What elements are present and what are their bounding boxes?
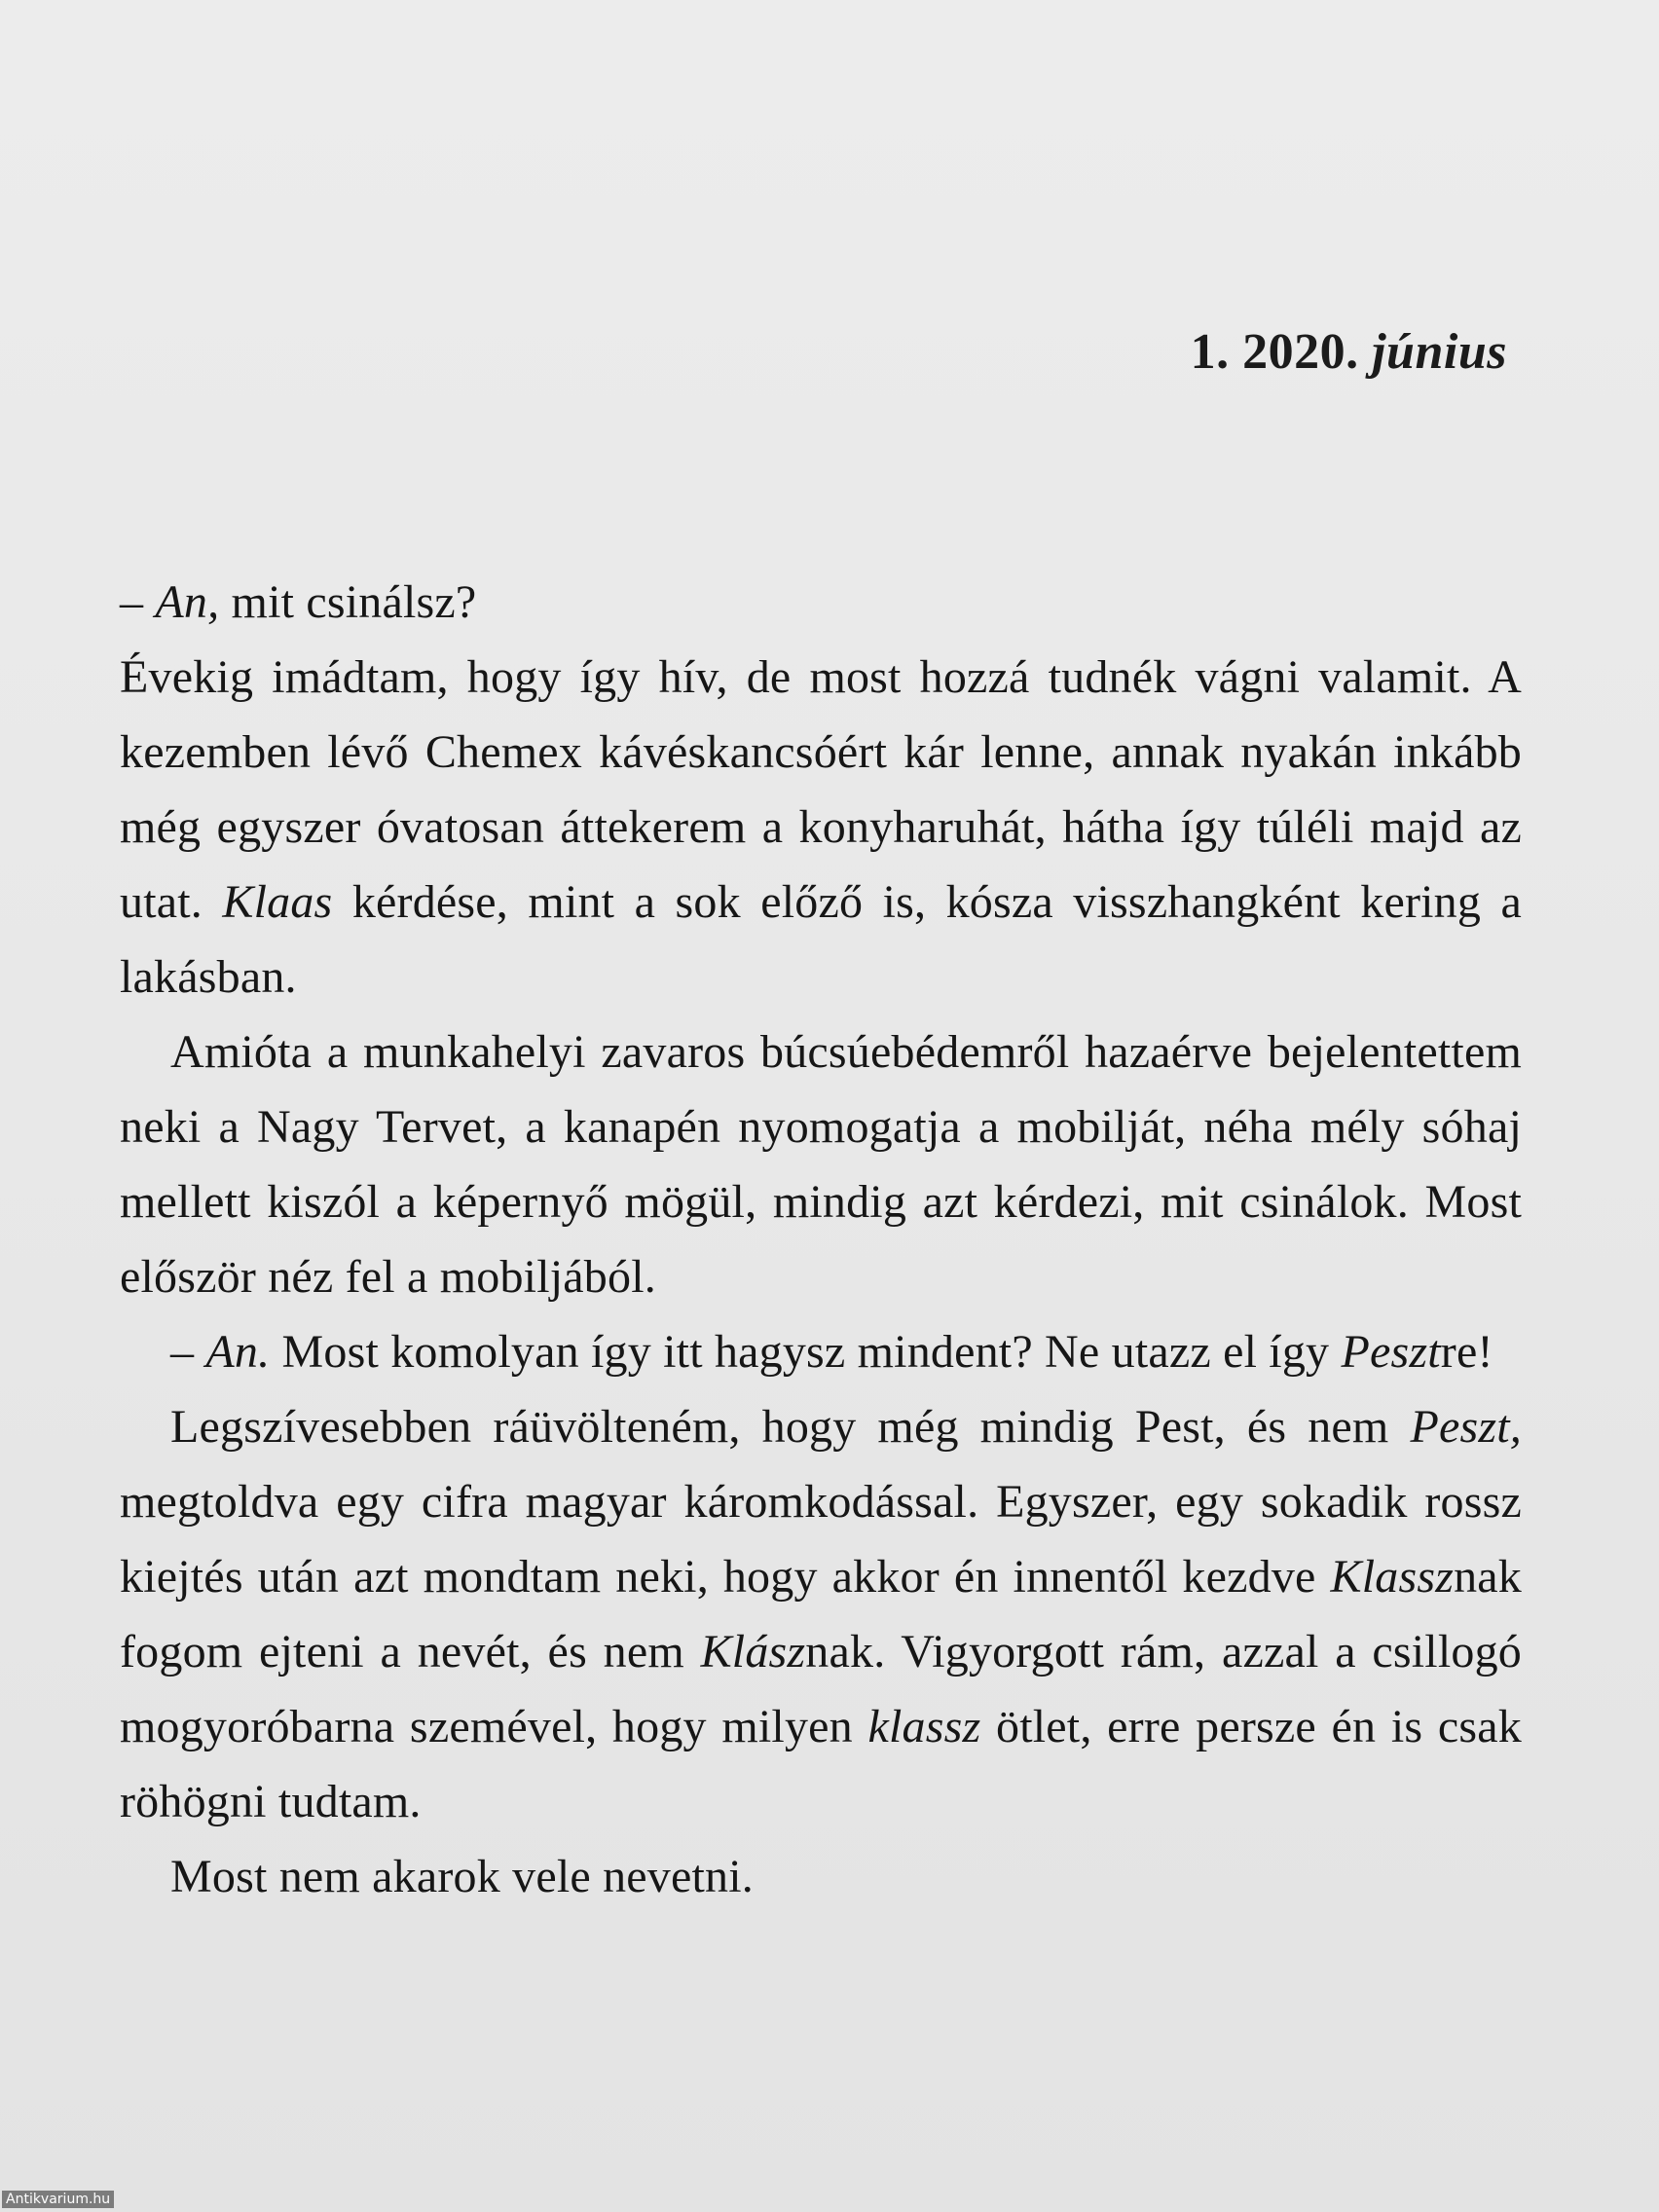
text-run: – — [170, 1326, 206, 1378]
text-run: Most nem akarok vele nevetni. — [170, 1851, 754, 1902]
paragraph — [120, 1839, 1522, 1914]
text-run: nak. Vigyorgott rám, azzal a csillogó mogyoróbarna szemével, hogy milyen — [120, 1626, 1522, 1752]
italic-run: Klász — [700, 1626, 806, 1677]
text-run: Legszívesebben ráüvölteném, hogy még mindig Pest, és nem — [170, 1401, 1411, 1453]
italic-run: Peszt — [1341, 1326, 1441, 1378]
paragraph — [120, 640, 1522, 1014]
paragraph — [120, 1014, 1522, 1314]
text-run: mit csinálsz? — [219, 576, 477, 628]
text-run: ötlet, erre persze én is csak röhögni tudtam. — [120, 1701, 1523, 1827]
text-run: – — [120, 576, 156, 628]
italic-run: klassz — [867, 1701, 981, 1752]
italic-run: An. — [205, 1326, 271, 1378]
text-run: kérdése, mint a sok előző is, kósza visszhangként kering a lakásban. — [120, 876, 1522, 1003]
body-text — [120, 565, 1522, 1914]
italic-run: Peszt, — [1410, 1401, 1522, 1453]
text-run: Évekig imádtam, hogy így hív, de most hozzá tudnék vágni valamit. A kezemben lévő Chemex kávéskancsóért kár lenne, annak nyakán inkább még egyszer óvatosan áttekerem a konyharuhát, hátha így túléli majd az utat. — [120, 651, 1522, 928]
italic-run: An, — [155, 576, 220, 628]
italic-run: Klaas — [222, 876, 333, 928]
text-run: re! — [1440, 1326, 1493, 1378]
chapter-year: 2020. — [1242, 324, 1359, 380]
text-run: Amióta a munkahelyi zavaros búcsúebédemről hazaérve bejelentettem neki a Nagy Tervet, a kanapén nyomogatja a mobilját, néha mély sóhaj mellett kiszól a képernyő mögül, mindig azt kérdezi, mit csinálok. Most először néz fel a mobiljából. — [120, 1026, 1522, 1303]
watermark: Antikvarium.hu — [2, 2191, 114, 2208]
paragraph — [120, 1389, 1522, 1839]
italic-run: Klassz — [1330, 1551, 1455, 1603]
text-run: nak fogom ejteni a nevét, és nem — [120, 1551, 1522, 1677]
chapter-month: június — [1372, 324, 1507, 380]
text-run: Most komolyan így itt hagysz mindent? Ne utazz el így — [270, 1326, 1342, 1378]
paragraph — [120, 1314, 1522, 1389]
chapter-heading — [1191, 323, 1507, 381]
text-run: megtoldva egy cifra magyar káromkodással. Egyszer, egy sokadik rossz kiejtés után azt mondtam neki, hogy akkor én innentől kezdve — [120, 1476, 1522, 1603]
chapter-number: 1. — [1190, 324, 1230, 380]
paragraph — [120, 565, 1522, 640]
